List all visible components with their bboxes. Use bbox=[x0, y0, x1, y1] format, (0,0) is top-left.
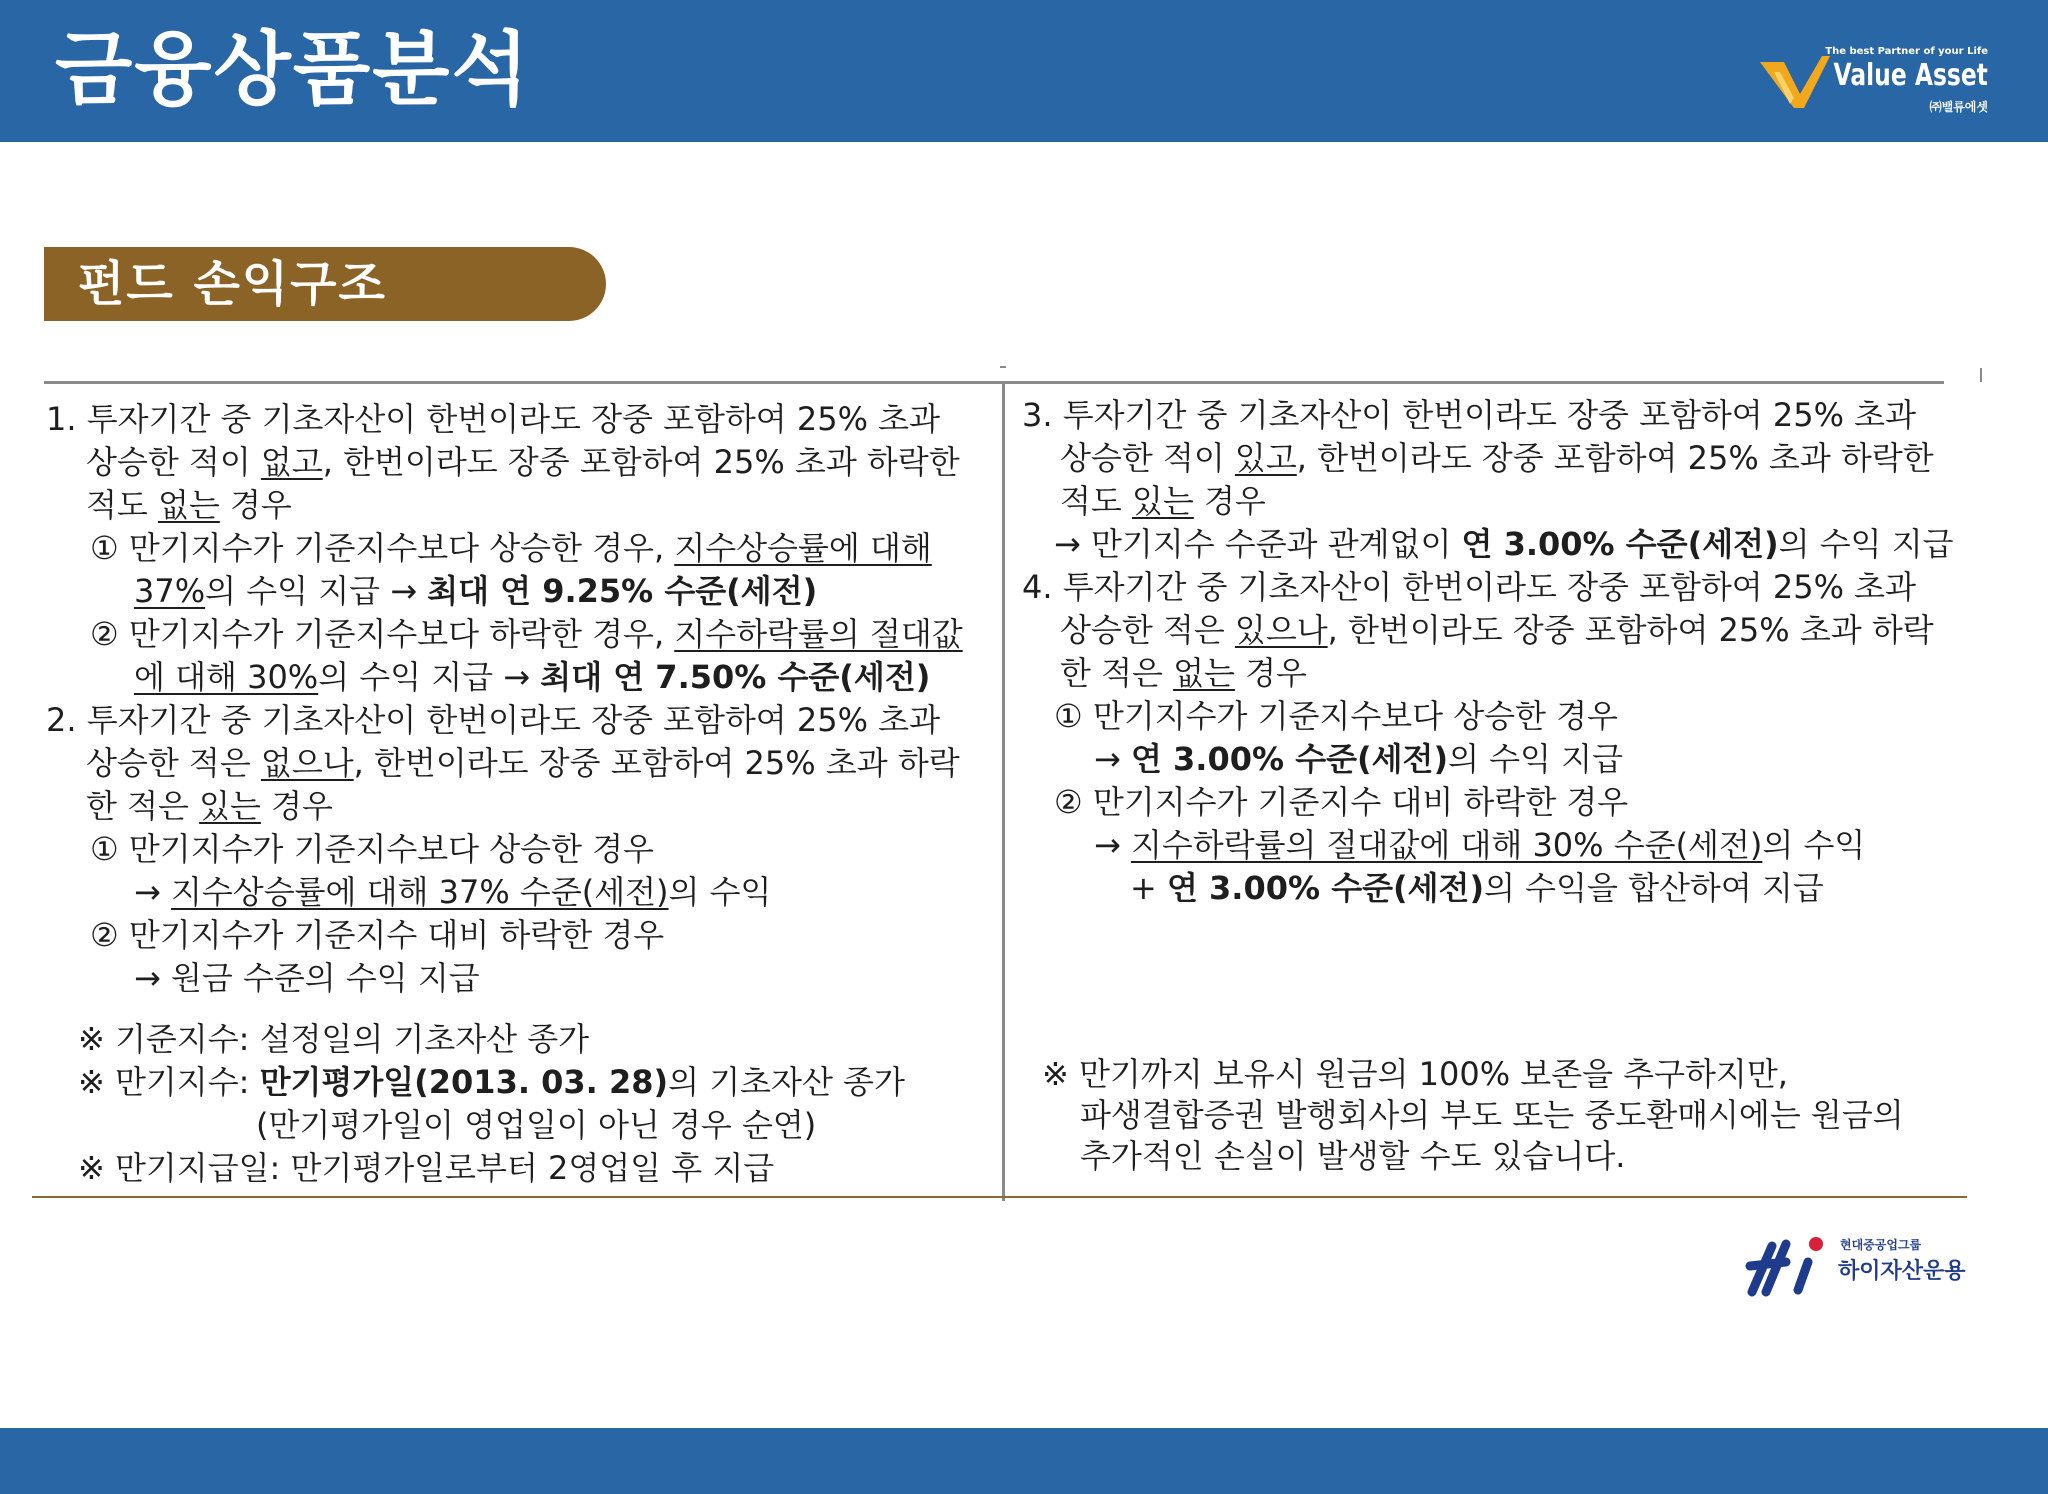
case2-sub2 bbox=[46, 914, 963, 957]
case1-sub2-cont bbox=[46, 656, 963, 699]
arrow-text: → bbox=[134, 873, 171, 911]
arrow-text: → bbox=[1094, 826, 1131, 864]
text: 의 수익 bbox=[1762, 826, 1866, 864]
case3-heading: 3. 투자기간 중 기초자산이 한번이라도 장중 포함하여 25% 초과 bbox=[1022, 396, 1917, 434]
text: , 한번이라도 장중 포함하여 25% 초과 하락 bbox=[1327, 611, 1934, 649]
text: ※ 만기지급일: 만기평가일로부터 2영업일 후 지급 bbox=[78, 1149, 775, 1187]
return-text: 연 3.00% 수준(세전) bbox=[1166, 869, 1485, 907]
right-column bbox=[1022, 394, 1954, 910]
hi-company-name: 하이자산운용 bbox=[1838, 1259, 1966, 1284]
case4-sub1-cont bbox=[1022, 738, 1954, 781]
emphasis-text: 지수하락률의 절대값 bbox=[674, 615, 963, 653]
case2-line2 bbox=[46, 742, 963, 785]
case4-line1 bbox=[1022, 566, 1954, 609]
text: ※ 만기까지 보유시 원금의 100% 보존을 추구하지만, bbox=[1042, 1055, 1788, 1093]
text: 의 수익 지급 → bbox=[318, 658, 541, 696]
text: 경우 bbox=[1193, 482, 1266, 520]
text: 적도 bbox=[1060, 482, 1132, 520]
header-bar bbox=[0, 0, 2048, 142]
case2-heading: 2. 투자기간 중 기초자산이 한번이라도 장중 포함하여 25% 초과 bbox=[46, 701, 941, 739]
case3-line4 bbox=[1022, 523, 1954, 566]
emphasis-text: 없으나 bbox=[260, 744, 354, 782]
emphasis-text: 있고 bbox=[1234, 439, 1297, 477]
text: 상승한 적이 bbox=[1060, 439, 1235, 477]
max-return-text: 최대 연 7.50% 수준(세전) bbox=[540, 658, 931, 696]
text: 의 수익 지급 → bbox=[205, 572, 428, 610]
left-column bbox=[46, 398, 963, 1190]
text: , 한번이라도 장중 포함하여 25% 초과 하락한 bbox=[322, 443, 960, 481]
maturity-date-text: 만기평가일(2013. 03. 28) bbox=[259, 1063, 669, 1101]
emphasis-text: 없는 bbox=[1173, 654, 1235, 692]
text: , 한번이라도 장중 포함하여 25% 초과 하락한 bbox=[1296, 439, 1934, 477]
text: 의 수익 지급 bbox=[1778, 525, 1954, 563]
emphasis-text: 있는 bbox=[1132, 482, 1194, 520]
case4-sub2-cont2 bbox=[1022, 867, 1954, 910]
text: ① 만기지수가 기준지수보다 상승한 경우, bbox=[90, 529, 675, 567]
text: ② 만기지수가 기준지수보다 하락한 경우, bbox=[90, 615, 675, 653]
section-tab bbox=[44, 247, 606, 321]
text: 의 수익 지급 bbox=[1448, 740, 1623, 778]
case1-line1 bbox=[46, 398, 963, 441]
text: 한 적은 bbox=[1060, 654, 1174, 692]
emphasis-text: 있는 bbox=[199, 787, 261, 825]
emphasis-text: 에 대해 30% bbox=[134, 658, 319, 696]
text: 경우 bbox=[260, 787, 333, 825]
emphasis-text: 없고 bbox=[260, 443, 323, 481]
case1-sub1 bbox=[46, 527, 963, 570]
logo-brand: Value Asset bbox=[1833, 58, 1988, 93]
return-text: 연 3.00% 수준(세전) bbox=[1461, 525, 1779, 563]
text: 의 수익을 합산하여 지급 bbox=[1484, 869, 1824, 907]
emphasis-text: 없는 bbox=[158, 486, 220, 524]
text: 의 수익 bbox=[668, 873, 772, 911]
case1-heading: 1. 투자기간 중 기초자산이 한번이라도 장중 포함하여 25% 초과 bbox=[46, 400, 941, 438]
case4-heading: 4. 투자기간 중 기초자산이 한번이라도 장중 포함하여 25% 초과 bbox=[1022, 568, 1917, 606]
max-return-text: 최대 연 9.25% 수준(세전) bbox=[427, 572, 818, 610]
bottom-divider bbox=[32, 1196, 1967, 1198]
case2-sub2-cont bbox=[46, 957, 963, 1000]
case1-sub1-cont bbox=[46, 570, 963, 613]
note-maturity-index bbox=[46, 1061, 963, 1104]
case4-sub2 bbox=[1022, 781, 1954, 824]
section-title: 펀드 손익구조 bbox=[78, 256, 387, 312]
hi-group-name: 현대중공업그룹 bbox=[1840, 1238, 1922, 1252]
text: 한 적은 bbox=[86, 787, 200, 825]
text: , 한번이라도 장중 포함하여 25% 초과 하락 bbox=[353, 744, 960, 782]
principal-note-line2 bbox=[1042, 1095, 1904, 1136]
emphasis-text: 지수상승률에 대해 37% 수준(세전) bbox=[170, 873, 669, 911]
case4-line3 bbox=[1022, 652, 1954, 695]
text: → 만기지수 수준과 관계없이 bbox=[1054, 525, 1462, 563]
column-divider bbox=[1002, 381, 1005, 1201]
footer-bar bbox=[0, 1428, 2048, 1494]
case2-line1 bbox=[46, 699, 963, 742]
text: 상승한 적은 bbox=[86, 744, 261, 782]
text: ① 만기지수가 기준지수보다 상승한 경우 bbox=[1054, 697, 1618, 735]
return-text: 연 3.00% 수준(세전) bbox=[1130, 740, 1449, 778]
logo-sub: ㈜밸류에셋 bbox=[1929, 100, 1988, 114]
text: 파생결합증권 발행회사의 부도 또는 중도환매시에는 원금의 bbox=[1080, 1096, 1904, 1134]
text: ② 만기지수가 기준지수 대비 하락한 경우 bbox=[90, 916, 665, 954]
case2-line3 bbox=[46, 785, 963, 828]
top-divider bbox=[44, 381, 1944, 384]
note-base-index bbox=[46, 1018, 963, 1061]
case4-sub2-cont bbox=[1022, 824, 1954, 867]
text: 경우 bbox=[1234, 654, 1307, 692]
hi-asset-logo bbox=[1742, 1232, 1982, 1302]
note-maturity-index-cont bbox=[46, 1104, 963, 1147]
page-title: 금융상품분석 bbox=[55, 23, 531, 116]
case1-line2 bbox=[46, 441, 963, 484]
value-asset-logo bbox=[1748, 46, 1988, 116]
divider-mark bbox=[1000, 366, 1006, 368]
case2-sub1-cont bbox=[46, 871, 963, 914]
hi-mark-icon bbox=[1742, 1232, 1834, 1298]
emphasis-text: 지수상승률에 대해 bbox=[674, 529, 932, 567]
emphasis-text: 37% bbox=[134, 572, 206, 610]
case3-line3 bbox=[1022, 480, 1954, 523]
text: 추가적인 손실이 발생할 수도 있습니다. bbox=[1080, 1137, 1626, 1175]
case3-line2 bbox=[1022, 437, 1954, 480]
case2-sub1 bbox=[46, 828, 963, 871]
text: ※ 만기지수: bbox=[78, 1063, 260, 1101]
principal-note-line1 bbox=[1042, 1054, 1904, 1095]
case1-sub2 bbox=[46, 613, 963, 656]
divider-tick bbox=[1980, 368, 1982, 382]
text: 상승한 적이 bbox=[86, 443, 261, 481]
text: → 원금 수준의 수익 지급 bbox=[134, 959, 480, 997]
text: + bbox=[1130, 869, 1167, 907]
case4-sub1 bbox=[1022, 695, 1954, 738]
text: (만기평가일이 영업일이 아닌 경우 순연) bbox=[256, 1106, 817, 1144]
arrow-text: → bbox=[1094, 740, 1131, 778]
text: ② 만기지수가 기준지수 대비 하락한 경우 bbox=[1054, 783, 1629, 821]
case4-line2 bbox=[1022, 609, 1954, 652]
emphasis-text: 지수하락률의 절대값에 대해 30% 수준(세전) bbox=[1130, 826, 1763, 864]
text: 경우 bbox=[219, 486, 292, 524]
case3-line1 bbox=[1022, 394, 1954, 437]
case1-line3 bbox=[46, 484, 963, 527]
principal-note-line3 bbox=[1042, 1136, 1904, 1177]
value-asset-mark-icon bbox=[1760, 54, 1832, 110]
text: 상승한 적은 bbox=[1060, 611, 1235, 649]
principal-note bbox=[1042, 1054, 1904, 1177]
text: ① 만기지수가 기준지수보다 상승한 경우 bbox=[90, 830, 654, 868]
note-payment-date bbox=[46, 1147, 963, 1190]
logo-tagline: The best Partner of your Life bbox=[1825, 46, 1988, 57]
emphasis-text: 있으나 bbox=[1234, 611, 1328, 649]
text: 의 기초자산 종가 bbox=[668, 1063, 905, 1101]
text: ※ 기준지수: 설정일의 기초자산 종가 bbox=[78, 1020, 590, 1058]
text: 적도 bbox=[86, 486, 158, 524]
